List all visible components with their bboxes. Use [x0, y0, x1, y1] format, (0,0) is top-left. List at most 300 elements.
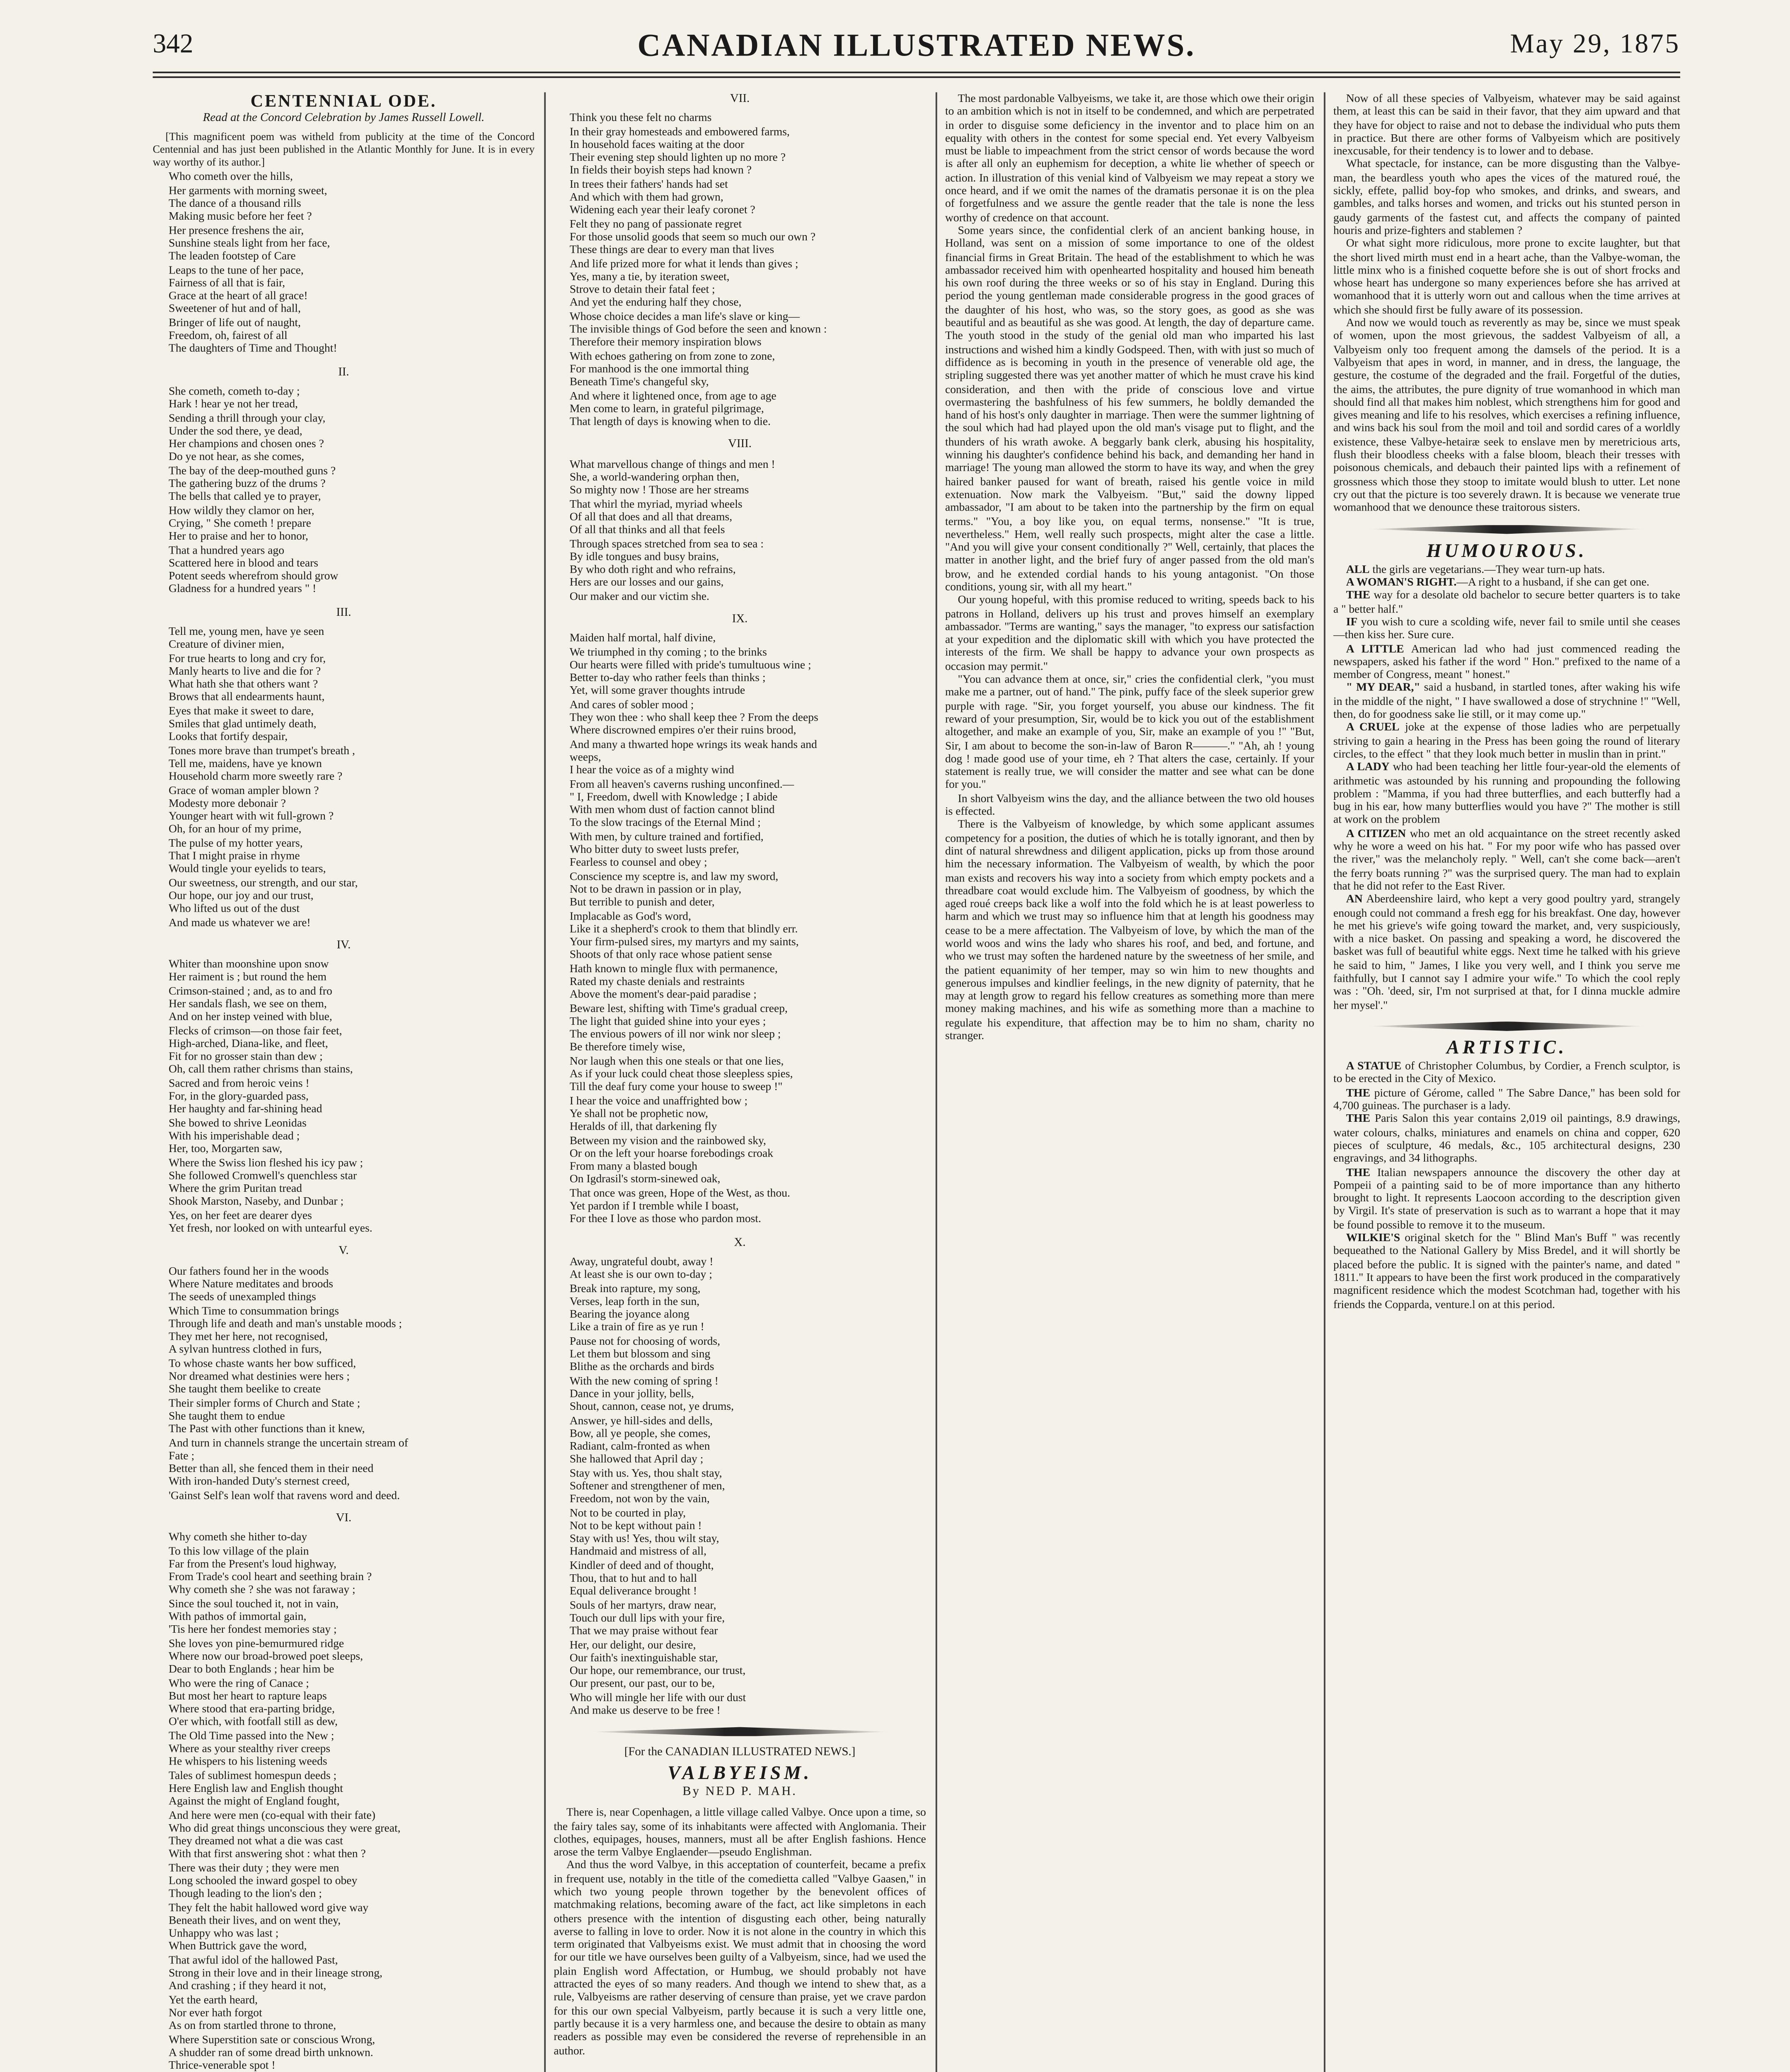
- verse-line: Between my vision and the rainbowed sky,: [569, 1134, 766, 1147]
- news-item: [1333, 1166, 1680, 1232]
- item-text: Italian newspapers announce the discovery the other day at Pompeii of a painting said to be of more importance than any hitherto brought to light. It represents Laocoon according to the description given by Virgil. It's state of preservation is such as to warrant a hope that it may be found possible to remove it to the museum.: [1333, 1166, 1681, 1232]
- verse-line: Widening each year their leafy coronet ?: [569, 204, 755, 217]
- item-text: joke at the expense of those ladies who are perpetually striving to gain a hearing in the Press has been going the round of literary circles, to the effect " that they look much better in muslin than in print.": [1333, 721, 1681, 761]
- page-header: [153, 29, 1680, 63]
- verse-line: Against the might of England fought,: [169, 1795, 340, 1808]
- ode-subtitle: Read at the Concord Celebration by James Russell Lowell.: [203, 110, 485, 125]
- verse-line: Heralds of ill, that darkening fly: [569, 1121, 717, 1134]
- news-item: [1333, 721, 1680, 761]
- verse-line: Manly hearts to live and die for ?: [169, 665, 321, 678]
- verse-line: Their simpler forms of Church and State ;: [169, 1397, 360, 1409]
- verse-line: That length of days is knowing when to die.: [569, 415, 771, 428]
- stanza: [169, 958, 535, 1235]
- verse-line: Sweetener of hut and of hall,: [169, 303, 301, 316]
- item-lead: THE: [1346, 1166, 1370, 1179]
- article-body-continued: [1333, 92, 1680, 515]
- stanza-number: IV.: [336, 937, 351, 951]
- verse-line: Men come to learn, in grateful pilgrimage,: [569, 402, 764, 415]
- verse-line: As on from startled throne to throne,: [169, 2019, 336, 2033]
- news-item: [1333, 1232, 1680, 1311]
- verse-line: Not to be drawn in passion or in play,: [569, 883, 742, 896]
- verse-line: The Old Time passed into the New ;: [169, 1729, 334, 1742]
- item-lead: THE: [1346, 589, 1370, 603]
- verse-line: " I, Freedom, dwell with Knowledge ; I abide: [569, 790, 778, 804]
- verse-line: The dance of a thousand rills: [169, 197, 301, 211]
- verse-line: They felt the habit hallowed word give way: [169, 1901, 369, 1914]
- verse-line: She loves yon pine-bemurmured ridge: [169, 1637, 344, 1650]
- verse-line: Would tingle your eyelids to tears,: [169, 863, 326, 876]
- verse-line: Where the grim Puritan tread: [169, 1182, 302, 1196]
- article-paragraph: "You can advance them at once, sir," cries the confidential clerk, "you must make me a partner, out of hand." The pink, puffy face of the sleek superior grew purple with rage. "Sir, you forget yourself, you abuse our kindness. The fit reward of your presumption, Sir, would be to kick you out of the establishment altogether, and make an example of you, Sir, make an example of you !" "But, Sir, I am about to become the son-in-law of Baron R———." "Ah, ah ! young dog ! made good use of your time, eh ? That alters the case, certainly. If your statement is really true, we will consider the matter and see what can be done for you.": [945, 673, 1314, 792]
- verse-line: She hallowed that April day ;: [569, 1453, 704, 1467]
- verse-line: Bearing the joyance along: [569, 1308, 689, 1321]
- stanza: [570, 112, 926, 429]
- article-paragraph: There is the Valbyeism of knowledge, by which some applicant assumes competency for a position, the duties of which he is totally ignorant, and then by dint of natural shrewdness and diligent application, picks up from those around him the necessary information. The Valbyeism of wealth, by which the poor man exists and recovers his way into a society from which empty pockets and a threadbare coat would exclude him. The Valbyeism of goodness, by which the aged roué creeps back like a wolf into the fold which he is at least powerless to harm and which we trust may so influence him that at length his goodness may cease to be a mere affectation. The Valbyeism of love, by which the man of the world woos and wins the lady who shares his roof, and bed, and fortune, and who we trust may soften the hardened nature by the sweetness of her smile, and the patient equanimity of her temper, may so win him to new thoughts and generous impulses and kindlier feelings, in the new dignity of paternity, that he may at length grow to regard his fellow creatures as something more than mere money making machines, and his wife as something more than a machine to regulate his expenditure, that affection may be to him no sham, charity no stranger.: [945, 818, 1314, 1043]
- verse-line: Her sandals flash, we see on them,: [169, 997, 327, 1011]
- verse-line: And on her instep veined with blue,: [169, 1011, 332, 1024]
- verse-line: Till the deaf fury come your house to sweep !": [569, 1081, 783, 1094]
- verse-line: A shudder ran of some dread birth unknown.: [169, 2046, 373, 2059]
- verse-line: Thou, that to hut and to hall: [569, 1572, 697, 1585]
- stanza-number: X.: [734, 1234, 746, 1249]
- humourous-title: HUMOUROUS.: [1426, 538, 1587, 561]
- item-lead: A LITTLE: [1346, 642, 1404, 655]
- item-text: the girls are vegetarians.—They wear turn-up hats.: [1369, 563, 1605, 576]
- verse-line: Since the soul touched it, not in vain,: [169, 1597, 339, 1610]
- item-text: way for a desolate old bachelor to secure better quarters is to take a " better half.": [1333, 589, 1681, 615]
- verse-line: The Past with other functions than it knew,: [169, 1423, 365, 1436]
- verse-line: With iron-handed Duty's sternest creed,: [169, 1476, 350, 1489]
- verse-line: Who will mingle her life with our dust: [569, 1691, 746, 1704]
- verse-line: Answer, ye hill-sides and dells,: [569, 1414, 713, 1427]
- stanza: [169, 1264, 535, 1502]
- verse-line: Better to-day who rather feels than thinks ;: [569, 672, 766, 685]
- verse-line: Freedom, oh, fairest of all: [169, 329, 288, 342]
- verse-line: Whose choice decides a man life's slave or king—: [569, 310, 800, 323]
- verse-line: In fields their boyish steps had known ?: [569, 165, 752, 178]
- verse-line: She bowed to shrive Leonidas: [169, 1116, 307, 1130]
- verse-line: These things are dear to every man that lives: [569, 244, 774, 257]
- verse-line: Tones more brave than trumpet's breath ,: [169, 744, 355, 757]
- verse-line: For manhood is the one immortal thing: [569, 363, 749, 375]
- article-paragraph: And thus the word Valbye, in this acceptation of counterfeit, became a prefix in frequent use, notably in the title of the comedietta called "Valbye Gaasen," in which two young people thrown together by the benevolent offices of matchmaking relations, becoming aware of the fact, act like simpletons in each others presence with the intention of disgusting each other, being naturally averse to falling in love to order. Now it is not alone in the country in which this term originated that Valbyeisms exist. We must admit that in choosing the word for our title we have ourselves been guilty of a Valbyeism, since, had we used the plain English word Affectation, or Humbug, we should probably not have attracted the eyes of so many readers. And though we intend to shew that, as a rule, Valbyeisms are rather deserving of censure than praise, yet we crave pardon for this our own special Valbyeism, partly because it is such a very little one, partly because it is a very harmless one, and because the desire to obtain as many readers as possible may even be considered the reverse of reprehensible in an author.: [554, 1859, 926, 2057]
- verse-line: Softener and strengthener of men,: [569, 1480, 725, 1493]
- verse-line: Who did great things unconscious they were great,: [169, 1822, 401, 1835]
- column-1: [153, 92, 535, 2072]
- verse-line: With pathos of immortal gain,: [169, 1610, 307, 1624]
- verse-line: Why cometh she hither to-day: [169, 1531, 307, 1544]
- verse-line: Her, our delight, our desire,: [569, 1638, 696, 1651]
- verse-line: Modesty more debonair ?: [169, 797, 286, 810]
- verse-line: Yes, many a tie, by iteration sweet,: [569, 270, 730, 283]
- article-body: [554, 1806, 926, 2057]
- item-lead: WILKIE'S: [1346, 1232, 1401, 1245]
- verse-line: Brows that all endearments haunt,: [169, 691, 325, 704]
- verse-line: Thrice-venerable spot !: [169, 2059, 276, 2072]
- article-paragraph: The most pardonable Valbyeisms, we take it, are those which owe their origin to an ambition which is not in itself to be condemned, and which are perpetrated in order to disguise some deficiency in the inventor and to place him on an equality with others in the contest for some special end. Yet every Valbyeism must be liable to impeachment from the strict censor of words because the word is after all only an euphemism for deception, a white lie whether of speech or action. In illustration of this venial kind of Valbyeism we may repeat a story we once heard, and if we omit the names of the dramatis personae it is on the plea of forgetfulness and we assure the gentle reader that the tale is none the less worthy of credence on that account.: [945, 92, 1314, 224]
- issue-date: May 29, 1875: [1510, 29, 1681, 59]
- verse-line: With echoes gathering on from zone to zone,: [569, 349, 775, 363]
- verse-line: And cares of sobler mood ;: [569, 698, 694, 711]
- news-item: [1333, 576, 1680, 589]
- verse-line: Hath known to mingle flux with permanence,: [569, 962, 778, 975]
- verse-line: And here were men (co-equal with their fate): [169, 1808, 375, 1821]
- item-text: Aberdeenshire laird, who kept a very good poultry yard, strangely enough could not command a fresh egg for his breakfast. One day, however he met his grieve's wife going toward the market, and, very suspiciously, with a nice basket. On passing and speaking a word, he discovered the basket was full of beautiful white eggs. Next time he talked with his grieve he said to him, " James, I like you very well, and I think you serve me faithfully, but I cannot say I admire your wife." To which the cool reply was : "Oh. 'deed, sir, I'm not surprised at that, for I dinna muckle admire her mysel'.": [1333, 893, 1681, 1012]
- verse-line: Flecks of crimson—on those fair feet,: [169, 1024, 342, 1037]
- verse-line: Freedom, not won by the vain,: [569, 1493, 710, 1506]
- stanza: [570, 632, 926, 1227]
- verse-line: Younger heart with wit full-grown ?: [169, 810, 334, 823]
- verse-line: Household charm more sweetly rare ?: [169, 770, 343, 784]
- verse-line: Break into rapture, my song,: [569, 1282, 701, 1295]
- verse-line: Like a train of fire as ye run !: [569, 1321, 704, 1334]
- section-ornament: [1368, 1021, 1646, 1031]
- verse-line: Her garments with morning sweet,: [169, 184, 327, 197]
- verse-line: Creature of diviner mien,: [169, 638, 285, 651]
- verse-line: And life prized more for what it lends than gives ;: [569, 257, 798, 270]
- column-divider: [1324, 92, 1326, 2072]
- artistic-title: ARTISTIC.: [1447, 1036, 1567, 1058]
- verse-line: Her presence freshens the air,: [169, 224, 304, 237]
- verse-line: Rated my chaste denials and restraints: [569, 975, 745, 988]
- stanza: [169, 625, 535, 929]
- verse-line: Yet pardon if I tremble while I boast,: [569, 1200, 739, 1213]
- verse-line: Not to be courted in play,: [569, 1506, 686, 1519]
- verse-line: She taught them to endue: [169, 1409, 285, 1423]
- verse-line: What marvellous change of things and men !: [569, 457, 775, 471]
- verse-line: Grace at the heart of all grace!: [169, 290, 308, 303]
- verse-line: And crashing ; if they heard it not,: [169, 1980, 327, 1993]
- verse-line: Shook Marston, Naseby, and Dunbar ;: [169, 1196, 344, 1209]
- verse-line: They dreamed not what a die was cast: [169, 1835, 343, 1848]
- verse-line: And make us deserve to be free !: [569, 1704, 721, 1717]
- verse-line: Far from the Present's loud highway,: [169, 1557, 336, 1571]
- verse-line: Her haughty and far-shining head: [169, 1103, 322, 1116]
- verse-line: There was their duty ; they were men: [169, 1861, 339, 1874]
- verse-line: With that first answering shot : what then ?: [169, 1848, 366, 1861]
- news-item: [1333, 827, 1680, 893]
- verse-line: The bay of the deep-mouthed guns ?: [169, 464, 336, 477]
- news-item: [1333, 893, 1680, 1012]
- verse-line: Our hope, our remembrance, our trust,: [569, 1665, 746, 1677]
- item-lead: THE: [1346, 1086, 1370, 1099]
- verse-line: Radiant, calm-fronted as when: [569, 1440, 710, 1453]
- verse-line: Do ye not hear, as she comes,: [169, 451, 304, 464]
- verse-line: Your firm-pulsed sires, my martyrs and my saints,: [569, 936, 799, 949]
- verse-line: The bells that called ye to prayer,: [169, 490, 321, 503]
- masthead-title: CANADIAN ILLUSTRATED NEWS.: [637, 29, 1196, 64]
- verse-line: Crying, " She cometh ! prepare: [169, 517, 311, 530]
- verse-line: Therefore their memory inspiration blows: [569, 336, 762, 349]
- verse-line: Through life and death and man's unstable moods ;: [169, 1317, 402, 1330]
- verse-line: Yet the earth heard,: [169, 1993, 258, 2006]
- verse-line: Fit for no grosser stain than dew ;: [169, 1051, 323, 1063]
- news-item: [1333, 1087, 1680, 1113]
- verse-line: Yet fresh, nor looked on with untearful eyes.: [169, 1222, 373, 1235]
- stanza-number: V.: [339, 1243, 349, 1258]
- column-divider: [936, 92, 937, 2072]
- verse-line: Like it a shepherd's crook to them that blindly err.: [569, 922, 798, 936]
- verse-line: With his imperishable dead ;: [169, 1130, 300, 1143]
- verse-line: I hear the voice as of a mighty wind: [569, 764, 734, 777]
- verse-line: Tell me, young men, have ye seen: [169, 625, 324, 638]
- verse-line: Here English law and English thought: [169, 1782, 343, 1795]
- item-text: original sketch for the " Blind Man's Buff " was recently bequeathed to the National Gallery by Miss Bredel, and it will shortly be placed before the public. It is signed with the painter's name, and dated " 1811." It appears to have been the first work produced in the comparatively magnificent residence which the modest Scotchman had, together with his friends the Copparda, venture.l on at this period.: [1333, 1232, 1681, 1311]
- verse-line: At least she is our own to-day ;: [569, 1268, 712, 1282]
- verse-line: High-arched, Diana-like, and fleet,: [169, 1037, 328, 1050]
- verse-line: With men, by culture trained and fortified,: [569, 830, 764, 843]
- page-number: 342: [152, 29, 194, 59]
- stanza: [570, 458, 926, 603]
- verse-line: Souls of her martyrs, draw near,: [569, 1598, 716, 1612]
- verse-line: Think you these felt no charms: [569, 111, 712, 125]
- verse-line: Kindler of deed and of thought,: [569, 1559, 714, 1572]
- article-paragraph: There is, near Copenhagen, a little village called Valbye. Once upon a time, so the fairy tales say, some of its inhabitants were affected with Anglomania. Their clothes, equipages, houses, manners, must all be after English fashions. Hence arose the term Valbye Englaender—pseudo Englishman.: [554, 1806, 926, 1859]
- verse-line: The light that guided shine into your eyes ;: [569, 1015, 766, 1028]
- verse-line: Stay with us. Yes, thou shalt stay,: [569, 1467, 722, 1479]
- verse-line: weeps,: [569, 751, 601, 764]
- verse-line: Oh, call them rather chrisms than stains,: [169, 1063, 353, 1077]
- item-text: picture of Gérome, called " The Sabre Dance," has been sold for 4,700 guineas. The purchaser is a lady.: [1333, 1086, 1681, 1113]
- section-ornament: [1368, 524, 1646, 534]
- verse-line: And many a thwarted hope wrings its weak hands and: [569, 738, 817, 751]
- stanza-number: II.: [338, 363, 349, 378]
- verse-line: I hear the voice and unaffrighted bow ;: [569, 1094, 748, 1107]
- item-lead: IF: [1346, 616, 1358, 629]
- verse-line: Who were the ring of Canace ;: [169, 1676, 309, 1690]
- verse-line: To the slow tracings of the Eternal Mind ;: [569, 817, 761, 830]
- verse-line: Where the Swiss lion fleshed his icy paw ;: [169, 1156, 363, 1169]
- verse-line: From many a blasted bough: [569, 1160, 697, 1173]
- verse-line: Where stood that era-parting bridge,: [169, 1703, 335, 1716]
- verse-line: Oh, for an hour of my prime,: [169, 823, 302, 836]
- verse-line: Fate ;: [169, 1449, 195, 1462]
- verse-line: Nor ever hath forgot: [169, 2007, 262, 2019]
- verse-line: Sacred and from heroic veins !: [169, 1077, 310, 1090]
- article-paragraph: Some years since, the confidential clerk of an ancient banking house, in Holland, was sent on a mission of some importance to one of the oldest financial firms in Great Britain. The head of the establishment to which he was ambassador received him with openhearted hospitality and housed him beneath his own roof during the three weeks or so of his stay in England. During this period the young gentleman made considerable progress in the good graces of the daughter of his host, who was, so the story goes, as good as she was beautiful and as beautiful as she was good. At length, the day of departure came. The youth stood in the study of the genial old man who imparted his last instructions and wished him a kindly Godspeed. Then, with with just so much of diffidence as is becoming in youth in the presence of venerable old age, the stripling suggested there was yet another matter of which he must crave his kind consideration, and then with the pride of conscious love and virtue overmastering the bashfulness of his few summers, he boldly demanded the hand of his host's only daughter in marriage. Then were the summer lightning of the soul which had had played upon the old man's visage put to flight, and the thunders of his wrath awoke. A beggarly bank clerk, abusing his hospitality, winning his daughter's confidence behind his back, and demanding her hand in marriage! The young man allowed the storm to have its way, and when the grey haired banker paused for want of breath, raised his gentle voice in mild extenuation. Now mark the Valbyeism. "But," said the downy lipped ambassador, "I am about to be taken into the partnership by the firm on equal terms." "You, a boy like you, on equal terms, nonsense." "It is true, nevertheless." Hem, well really such prospects, might alter the case a little. "And you will give your consent conditionally ?" Well, certainly, that places the matter in another light, and the brief fury of anger passed from the old man's brow, and he extended cordial hands to his young antagonist. "On those conditions, young sir, with all my heart.": [945, 224, 1314, 594]
- item-text: —A right to a husband, if she can get one.: [1456, 576, 1650, 589]
- verse-line: Beneath Time's changeful sky,: [569, 376, 709, 389]
- verse-line: The invisible things of God before the seen and known :: [569, 323, 827, 336]
- verse-line: Their evening step should lighten up no more ?: [569, 151, 786, 165]
- verse-line: Crimson-stained ; and, as to and fro: [169, 984, 332, 997]
- item-lead: A LADY: [1346, 761, 1390, 774]
- news-item: [1333, 1060, 1680, 1087]
- verse-line: From Trade's cool heart and seething brain ?: [169, 1571, 372, 1584]
- verse-line: Hark ! hear ye not her tread,: [169, 398, 298, 411]
- verse-line: The daughters of Time and Thought!: [169, 342, 337, 356]
- item-text: Paris Salon this year contains 2,019 oil paintings, 8.9 drawings, water colours, chalks, miniatures and enamels on china and copper, 620 pieces of sculpture, 46 medals, &c., 105 architectural designs, 230 engravings, and 34 lithographs.: [1333, 1113, 1681, 1165]
- verse-line: Under the sod there, ye dead,: [169, 424, 302, 438]
- verse-line: Grace of woman ampler blown ?: [169, 784, 319, 797]
- verse-line: And made us whatever we are!: [169, 915, 311, 929]
- verse-line: Be therefore timely wise,: [569, 1041, 685, 1054]
- verse-line: They met her here, not recognised,: [169, 1330, 328, 1343]
- item-lead: A STATUE: [1346, 1060, 1402, 1073]
- artistic-items: [1333, 1060, 1680, 1311]
- verse-line: That I might praise in rhyme: [169, 850, 300, 863]
- verse-line: Sunshine steals light from her face,: [169, 237, 330, 250]
- article-title: VALBYEISM.: [668, 1761, 812, 1784]
- news-item: [1333, 616, 1680, 642]
- verse-line: Though leading to the lion's den ;: [169, 1888, 322, 1901]
- verse-line: They won thee : who shall keep thee ? From the deeps: [569, 711, 818, 724]
- verse-line: Whiter than moonshine upon snow: [169, 958, 329, 971]
- verse-line: Touch our dull lips with your fire,: [569, 1612, 725, 1625]
- verse-line: Through spaces stretched from sea to sea :: [569, 537, 764, 550]
- news-item: [1333, 642, 1680, 682]
- verse-line: And where it lightened once, from age to age: [569, 389, 776, 402]
- column-3: [945, 92, 1314, 2072]
- verse-line: Smiles that glad untimely death,: [169, 718, 317, 731]
- verse-line: Hers are our losses and our gains,: [569, 576, 724, 590]
- verse-line: Fairness of all that is fair,: [169, 276, 285, 290]
- verse-line: In their gray homesteads and embowered farms,: [569, 125, 790, 138]
- verse-line: Felt they no pang of passionate regret: [569, 217, 742, 230]
- verse-line: Her to praise and her to honor,: [169, 530, 308, 543]
- verse-line: Looks that fortify despair,: [169, 731, 288, 744]
- verse-line: Maiden half mortal, half divine,: [569, 632, 716, 645]
- verse-line: Gladness for a hundred years " !: [169, 583, 317, 596]
- verse-line: So mighty now ! Those are her streams: [569, 484, 749, 497]
- item-lead: THE: [1346, 1113, 1370, 1126]
- verse-line: Fearless to counsel and obey ;: [569, 857, 707, 869]
- verse-line: Tell me, maidens, have ye known: [169, 757, 322, 770]
- verse-line: Who bitter duty to sweet lusts prefer,: [569, 843, 739, 857]
- verse-line: Tales of sublimest homespun deeds ;: [169, 1769, 337, 1782]
- verse-line: Pause not for choosing of words,: [569, 1334, 721, 1348]
- verse-line: Unhappy who was last ;: [169, 1927, 279, 1940]
- item-lead: ALL: [1346, 563, 1370, 576]
- verse-line: Handmaid and mistress of all,: [569, 1546, 707, 1559]
- verse-line: Where Superstition sate or conscious Wrong,: [169, 2033, 375, 2046]
- article-paragraph: Our young hopeful, with this promise reduced to writing, speeds back to his patrons in Holland, delivers up his trust and proves himself an exemplary ambassador. "Terms are wanting," says the manager, "to express our satisfaction at your expedition and the diplomatic skill with which you have protected the interests of the firm. We shall be happy to advance your own prospects as occasion may permit.": [945, 594, 1314, 673]
- news-item: [1333, 563, 1680, 576]
- verse-line: What hath she that others want ?: [169, 678, 318, 691]
- verse-line: Our faith's inextinguishable star,: [569, 1651, 718, 1665]
- stanza: [570, 1256, 926, 1718]
- news-item: [1333, 761, 1680, 827]
- verse-line: Where as your stealthy river creeps: [169, 1742, 331, 1755]
- verse-line: Potent seeds wherefrom should grow: [169, 570, 339, 583]
- verse-line: The leaden footstep of Care: [169, 250, 296, 263]
- verse-line: Yet, will some graver thoughts intrude: [569, 685, 745, 698]
- verse-line: Our sweetness, our strength, and our star,: [169, 876, 358, 889]
- item-text: American lad who had just commenced reading the newspapers, asked his father if the word " Hon." prefixed to the name of a member of Congress, meant " honest.": [1333, 642, 1681, 682]
- article-paragraph: Or what sight more ridiculous, more prone to excite laughter, but that the short lived mirth must end in a heart ache, than the Valbye-woman, the little minx who is a finished coquette before she is out of short frocks and whose heart has undergone so many experiences before she has arrived at womanhood that it is utterly worn out and callous when the time arrives at which she should first be fully aware of its possession.: [1333, 237, 1681, 317]
- verse-line: She, a world-wandering orphan then,: [569, 471, 740, 484]
- stanza: [169, 385, 535, 596]
- header-rule: [153, 72, 1680, 73]
- verse-line: We triumphed in thy coming ; to the brinks: [569, 645, 767, 658]
- stanza-number: VI.: [336, 1510, 352, 1525]
- verse-line: Who cometh over the hills,: [169, 171, 293, 184]
- news-item: [1333, 1113, 1680, 1166]
- verse-line: Making music before her feet ?: [169, 211, 312, 224]
- verse-line: The seeds of unexampled things: [169, 1291, 316, 1304]
- verse-line: Eyes that make it sweet to dare,: [169, 704, 314, 717]
- verse-line: Where Nature meditates and broods: [169, 1278, 334, 1290]
- column-2: [554, 92, 926, 2072]
- item-text: said a husband, in startled tones, after waking his wife in the middle of the night, " I have swallowed a dose of strychnine !" "Well, then, do for goodness sake lie still, or it may come up.": [1333, 682, 1681, 721]
- verse-line: On Igdrasil's storm-sinewed oak,: [569, 1173, 721, 1186]
- verse-line: The envious powers of ill nor wink nor sleep ;: [569, 1028, 781, 1041]
- ode-title: CENTENNIAL ODE.: [250, 92, 437, 111]
- article-paragraph: In short Valbyeism wins the day, and the alliance between the two old houses is effected.: [945, 792, 1314, 818]
- item-lead: " MY DEAR,": [1346, 682, 1420, 695]
- verse-line: Nor dreamed what destinies were hers ;: [169, 1370, 350, 1383]
- verse-line: She cometh, cometh to-day ;: [169, 385, 300, 398]
- item-lead: AN: [1346, 893, 1363, 906]
- item-lead: A WOMAN'S RIGHT.: [1346, 576, 1457, 589]
- verse-line: By who doth right and who refrains,: [569, 563, 736, 576]
- verse-line: That a hundred years ago: [169, 543, 285, 557]
- verse-line: Our maker and our victim she.: [569, 590, 709, 603]
- verse-line: Beneath their lives, and on went they,: [169, 1914, 341, 1927]
- verse-line: Yes, on her feet are dearer dyes: [169, 1209, 312, 1222]
- stanza-number: VIII.: [728, 436, 752, 451]
- verse-line: To this low village of the plain: [169, 1544, 309, 1557]
- verse-line: Equal deliverance brought !: [569, 1585, 697, 1598]
- item-lead: A CITIZEN: [1346, 827, 1406, 840]
- verse-line: And yet the enduring half they chose,: [569, 296, 742, 310]
- article-paragraph: Now of all these species of Valbyeism, whatever may be said against them, at least this can be said in their favor, that they aim upward and that they have for object to raise and not to debase the individual who puts them in practice. But there are other forms of Valbyeism which are positively inexcusable, for their tendency is to lower and to debase.: [1333, 92, 1681, 158]
- stanza: [169, 1531, 535, 2072]
- verse-line: By idle tongues and busy brains,: [569, 550, 719, 563]
- verse-line: Our hearts were filled with pride's tumultuous wine ;: [569, 658, 811, 671]
- verse-line: Dance in your jollity, bells,: [569, 1387, 694, 1400]
- item-text: of Christopher Columbus, by Cordier, a French sculptor, is to be erected in the City of Mexico.: [1333, 1060, 1680, 1086]
- verse-line: In household faces waiting at the door: [569, 138, 745, 151]
- verse-line: Sending a thrill through your clay,: [169, 411, 326, 424]
- stanza-number: VII.: [730, 92, 750, 105]
- verse-line: Leaps to the tune of her pace,: [169, 263, 304, 276]
- verse-line: Shoots of that only race whose patient sense: [569, 949, 772, 962]
- verse-line: Beware lest, shifting with Time's gradual creep,: [569, 1002, 788, 1015]
- verse-line: Long schooled the inward gospel to obey: [169, 1874, 358, 1888]
- verse-line: And which with them had grown,: [569, 191, 723, 204]
- verse-line: How wildly they clamor on her,: [169, 503, 314, 517]
- verse-line: The gathering buzz of the drums ?: [169, 477, 326, 490]
- verse-line: Her, too, Morgarten saw,: [169, 1143, 283, 1156]
- stanza-number: III.: [336, 604, 351, 619]
- item-text: who had been teaching her little four-year-old the elements of arithmetic was astounded by his running and propounding the following problem : "Mamma, if you had three butterflies, and each butterfly had a bug in his ear, how many butterflies would you have ?" The mother is still at work on the problem: [1333, 761, 1681, 827]
- ode-note: [This magnificent poem was witheld from publicity at the time of the Concord Centennial and has just been published in the Atlantic Monthly for June. It is in every way worthy of its author.]: [152, 131, 535, 169]
- verse-line: Blithe as the orchards and birds: [569, 1361, 714, 1374]
- verse-line: Dear to both Englands ; hear him be: [169, 1663, 334, 1676]
- article-paragraph: What spectacle, for instance, can be more disgusting than the Valbye-man, the beardless youth who apes the vices of the matured roué, the sickly, effete, pallid boy-fop who smokes, and drinks, and swears, and gambles, and talks horses and women, and tricks out his stunted person in gaudy garments of the fastest cut, and affects the company of painted houris and prize-fighters and stablemen ?: [1333, 158, 1681, 237]
- verse-line: That we may praise without fear: [569, 1625, 718, 1638]
- verse-line: Her champions and chosen ones ?: [169, 438, 324, 451]
- verse-line: O'er which, with footfall still as dew,: [169, 1716, 338, 1729]
- verse-line: Our hope, our joy and our trust,: [169, 889, 314, 902]
- verse-line: That awful idol of the hallowed Past,: [169, 1953, 338, 1967]
- verse-line: Of all that thinks and all that feels: [569, 524, 725, 537]
- verse-line: To whose chaste wants her bow sufficed,: [169, 1357, 356, 1370]
- verse-line: Where now our broad-browed poet sleeps,: [169, 1650, 363, 1663]
- news-item: [1333, 682, 1680, 721]
- verse-line: 'Tis here her fondest memories stay ;: [169, 1624, 337, 1636]
- verse-line: Why cometh she ? she was not faraway ;: [169, 1584, 356, 1597]
- verse-line: Our present, our past, our to be,: [569, 1678, 715, 1691]
- stanza-number: IX.: [732, 611, 748, 626]
- verse-line: As if your luck could cheat those sleepless spies,: [569, 1067, 793, 1081]
- verse-line: Above the moment's dear-paid paradise ;: [569, 988, 757, 1002]
- verse-line: But most her heart to rapture leaps: [169, 1690, 327, 1703]
- verse-line: Bringer of life out of naught,: [169, 316, 301, 329]
- verse-line: She followed Cromwell's quenchless star: [169, 1169, 357, 1182]
- verse-line: Or on the left your hoarse forebodings croak: [569, 1147, 773, 1160]
